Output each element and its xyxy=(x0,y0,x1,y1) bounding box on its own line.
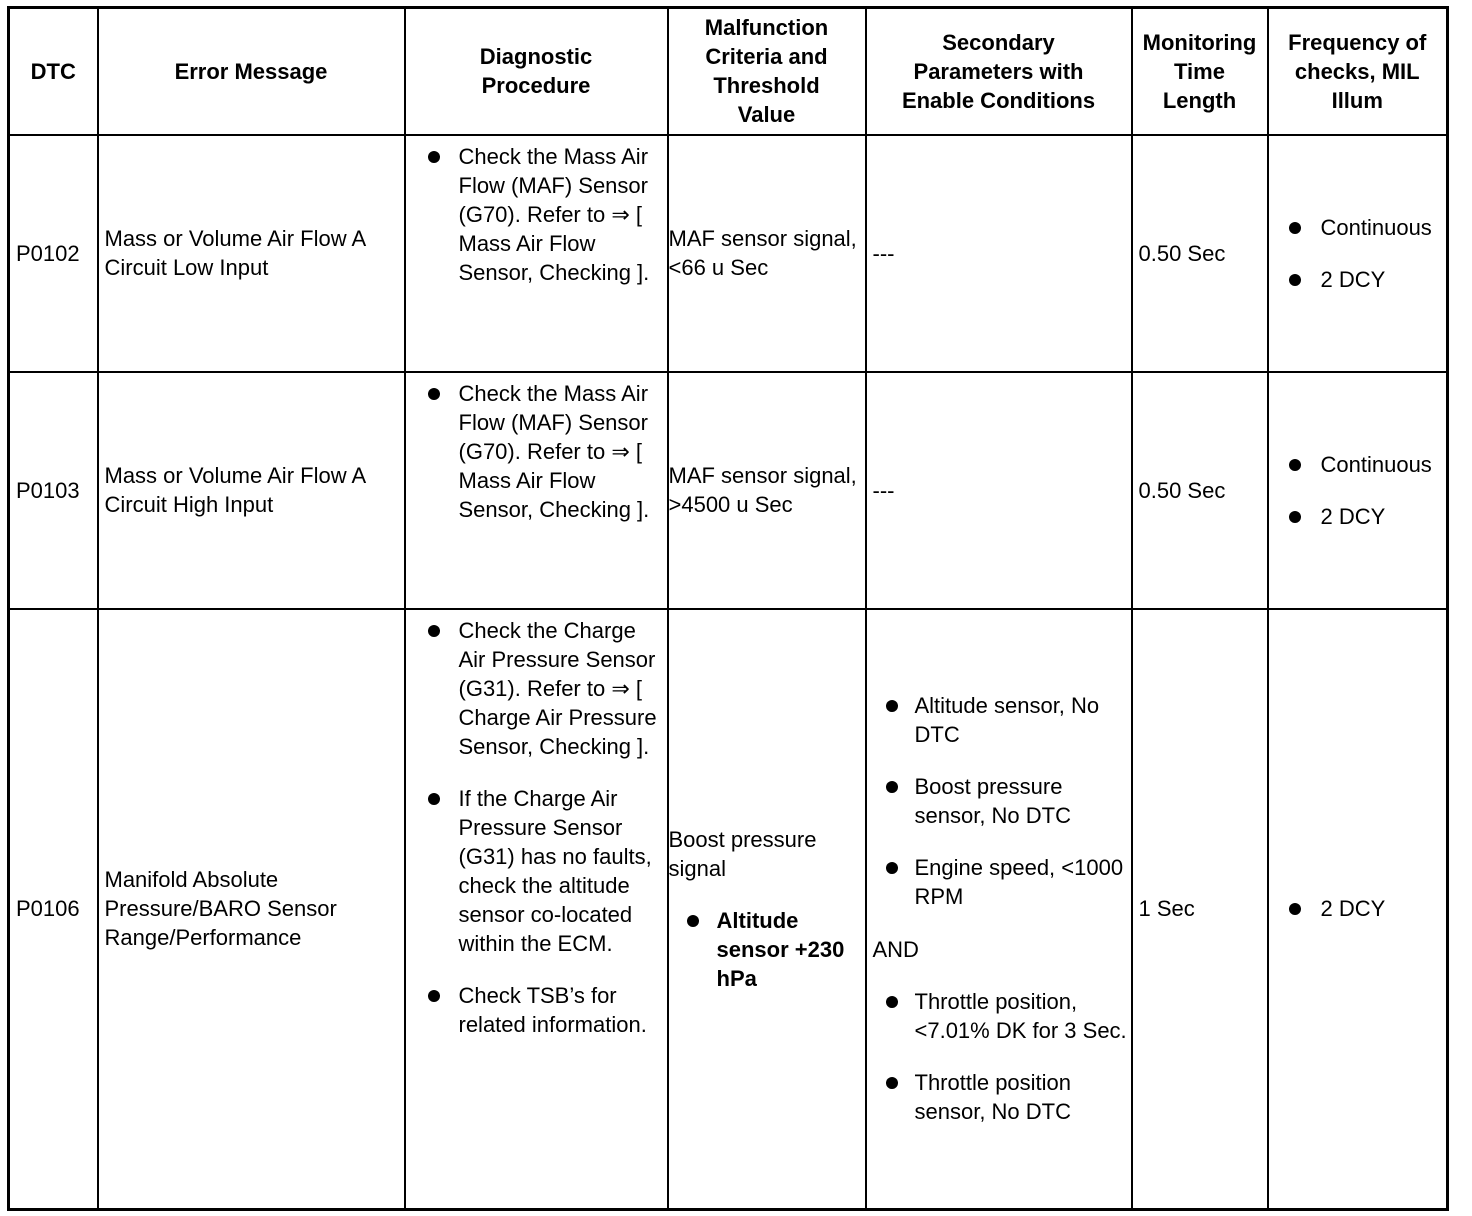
header-diagnostic-procedure: Diagnostic Procedure xyxy=(405,8,668,135)
header-row xyxy=(9,8,1448,135)
procedure-step: Check the Mass Air Flow (MAF) Sensor (G70). Refer to ⇒ [ Mass Air Flow Sensor, Checking ]. xyxy=(406,379,667,524)
dtc-table xyxy=(7,6,1449,1211)
header-monitoring-time: Monitoring Time Length xyxy=(1132,8,1268,135)
header-dtc: DTC xyxy=(9,8,98,135)
frequency-item: Continuous xyxy=(1269,450,1447,479)
header-malfunction-criteria: Malfunction Criteria and Threshold Value xyxy=(668,8,866,135)
malfunction-subitem: Altitude sensor +230 hPa xyxy=(669,906,865,993)
secondary-item: Boost pressure sensor, No DTC xyxy=(867,772,1131,830)
procedure-step: If the Charge Air Pressure Sensor (G31) has no faults, check the altitude sensor co-located within the ECM. xyxy=(406,784,667,958)
error-message: Mass or Volume Air Flow A Circuit High Input xyxy=(98,372,405,609)
frequency xyxy=(1268,609,1448,1210)
dtc-code: P0102 xyxy=(9,135,98,372)
malfunction-criteria: MAF sensor signal, >4500 u Sec xyxy=(668,372,866,609)
frequency-item: 2 DCY xyxy=(1269,502,1447,531)
procedure-step: Check the Mass Air Flow (MAF) Sensor (G70). Refer to ⇒ [ Mass Air Flow Sensor, Checking ]. xyxy=(406,142,667,287)
header-frequency: Frequency of checks, MIL Illum xyxy=(1268,8,1448,135)
malfunction-text: Boost pressure signal xyxy=(668,826,817,881)
procedure-step: Check TSB’s for related information. xyxy=(406,981,667,1039)
secondary-parameters xyxy=(866,609,1132,1210)
table-row xyxy=(9,372,1448,609)
frequency xyxy=(1268,135,1448,372)
malfunction-criteria xyxy=(668,609,866,1210)
diagnostic-procedure xyxy=(405,135,668,372)
secondary-parameters: --- xyxy=(866,372,1132,609)
secondary-item: Throttle position sensor, No DTC xyxy=(867,1068,1131,1126)
secondary-parameters: --- xyxy=(866,135,1132,372)
secondary-item: Altitude sensor, No DTC xyxy=(867,691,1131,749)
header-secondary-parameters: Secondary Parameters with Enable Conditions xyxy=(866,8,1132,135)
error-message: Mass or Volume Air Flow A Circuit Low Input xyxy=(98,135,405,372)
malfunction-criteria: MAF sensor signal, <66 u Sec xyxy=(668,135,866,372)
monitoring-time: 0.50 Sec xyxy=(1132,135,1268,372)
header-error-message: Error Message xyxy=(98,8,405,135)
secondary-and: AND xyxy=(872,937,919,963)
dtc-code: P0106 xyxy=(9,609,98,1210)
procedure-step: Check the Charge Air Pressure Sensor (G31). Refer to ⇒ [ Charge Air Pressure Sensor, Checking ]. xyxy=(406,616,667,761)
frequency-item: 2 DCY xyxy=(1269,894,1447,923)
secondary-item: Throttle position, <7.01% DK for 3 Sec. xyxy=(867,987,1131,1045)
frequency-item: Continuous xyxy=(1269,213,1447,242)
secondary-item: Engine speed, <1000 RPM xyxy=(867,853,1131,911)
frequency-item: 2 DCY xyxy=(1269,265,1447,294)
diagnostic-procedure xyxy=(405,609,668,1210)
monitoring-time: 1 Sec xyxy=(1132,609,1268,1210)
error-message: Manifold Absolute Pressure/BARO Sensor Range/Performance xyxy=(98,609,405,1210)
table-row xyxy=(9,609,1448,1210)
table-row xyxy=(9,135,1448,372)
frequency xyxy=(1268,372,1448,609)
monitoring-time: 0.50 Sec xyxy=(1132,372,1268,609)
diagnostic-procedure xyxy=(405,372,668,609)
dtc-code: P0103 xyxy=(9,372,98,609)
